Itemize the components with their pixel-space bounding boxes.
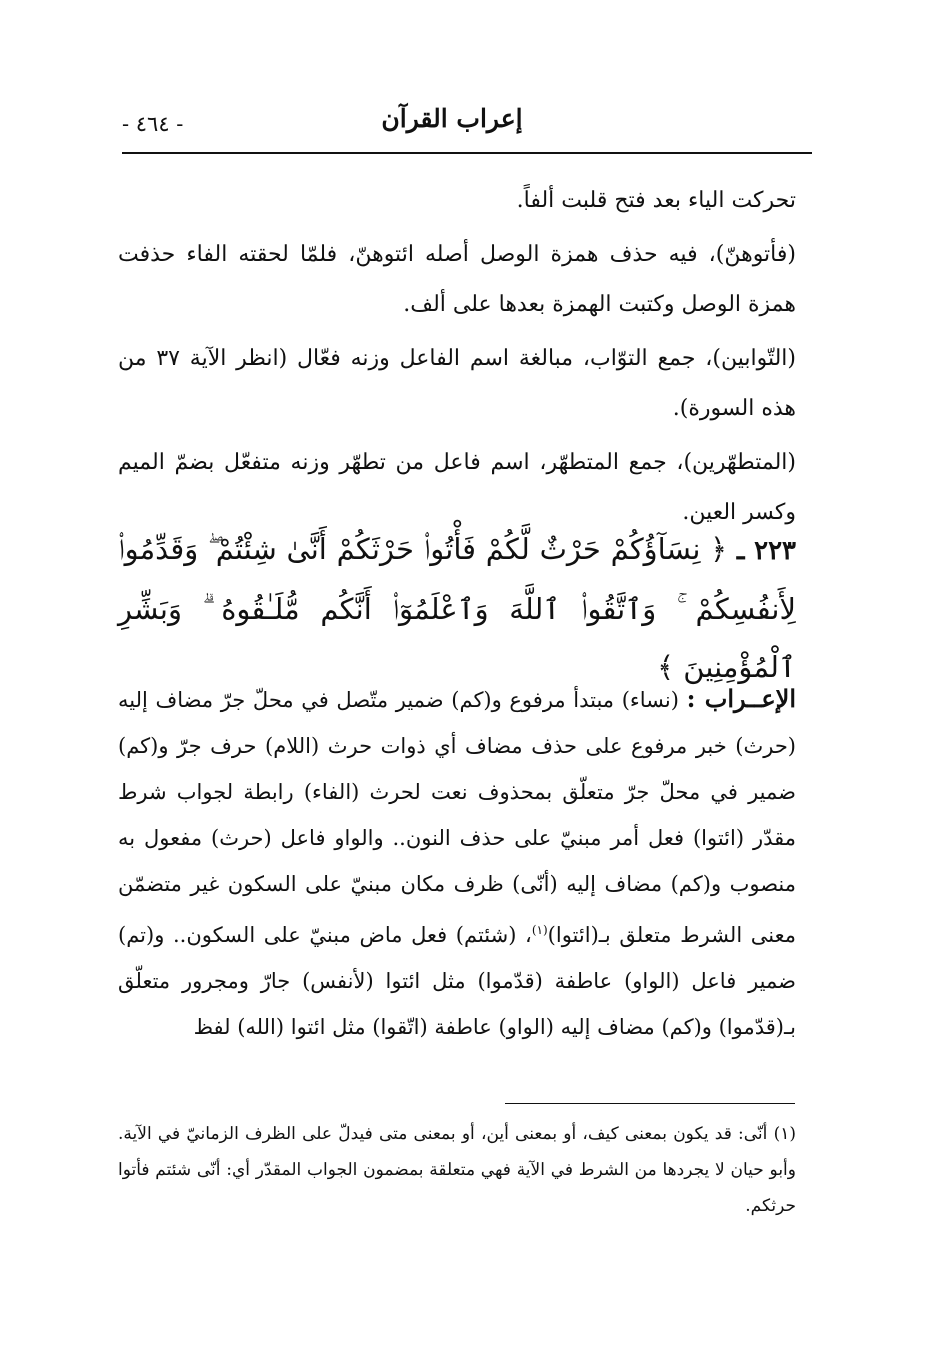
verse-number: ٢٢٣ ـ bbox=[736, 536, 797, 566]
footnote: (١) أنّى: قد يكون بمعنى كيف، أو بمعنى أين، أو بمعنى متى فيدلّ على الظرف الزمانيّ في الآية. وأبو حيان لا يجردها من الشرط في الآية فهي متعلقة بمضمون الجواب المقدّر أي: أنّى شئتم فأتوا حرثكم. bbox=[118, 1124, 796, 1216]
paragraph: (التّوابين)، جمع التوّاب، مبالغة اسم الفاعل وزنه فعّال (انظر الآية ٣٧ من هذه السورة). bbox=[118, 346, 796, 421]
paragraph: (المتطهّرين)، جمع المتطهّر، اسم فاعل من تطهّر وزنه متفعّل بضمّ الميم وكسر العين. bbox=[118, 450, 796, 525]
paragraph: تحركت الياء بعد فتح قلبت ألفاً. bbox=[516, 188, 796, 213]
running-title: إعراب القرآن bbox=[381, 104, 523, 133]
commentary-text bbox=[118, 176, 796, 542]
irab-text-continued: ، (شئتم) فعل ماض مبنيّ على السكون.. و(تم) ضمير فاعل (الواو) عاطفة (قدّموا) مثل ائتوا (لأنفس) جارّ ومجرور متعلّق بـ(قدّموا) و(كم) مضاف إليه (الواو) عاطفة (اتّقوا) مثل ائتوا (الله) لفظ bbox=[118, 923, 796, 1039]
header-rule bbox=[122, 152, 812, 154]
footnote-rule bbox=[505, 1103, 795, 1104]
irab-text: (نساء) مبتدأ مرفوع و(كم) ضمير متّصل في محلّ جرّ مضاف إليه (حرث) خبر مرفوع على حذف مضاف أي ذوات حرث (اللام) حرف جرّ و(كم) ضمير في محلّ جرّ متعلّق بمحذوف نعت لحرث (الفاء) رابطة لجواب شرط مقدّر (ائتوا) فعل أمر مبنيّ على حذف النون.. والواو فاعل (حرث) مفعول به منصوب و(كم) مضاف إليه (أنّى) ظرف مكان مبنيّ على السكون غير متضمّن معنى الشرط متعلق بـ(ائتوا) bbox=[118, 688, 797, 947]
paragraph: (فأتوهنّ)، فيه حذف همزة الوصل أصله ائتوهنّ، فلمّا لحقته الفاء حذفت همزة الوصل وكتبت الهمزة بعدها على ألف. bbox=[118, 242, 796, 317]
quran-verse bbox=[118, 520, 796, 696]
page-number: - ٤٦٤ - bbox=[122, 112, 184, 136]
irab-section bbox=[118, 676, 796, 1050]
irab-label: الإعــراب : bbox=[686, 684, 796, 713]
page-header bbox=[122, 102, 812, 154]
footnote-reference: (١) bbox=[531, 923, 548, 937]
verse-text: ﴿ نِسَآؤُكُمْ حَرْثٌ لَّكُمْ فَأْتُوا۟ حَرْثَكُمْ أَنَّىٰ شِئْتُمْ ۖ وَقَدِّمُوا۟ لِأَنفُسِكُمْ ۚ وَٱتَّقُوا۟ ٱللَّهَ وَٱعْلَمُوٓا۟ أَنَّكُم مُّلَـٰقُوهُ ۗ وَبَشِّرِ ٱلْمُؤْمِنِينَ ﴾ bbox=[118, 532, 796, 684]
